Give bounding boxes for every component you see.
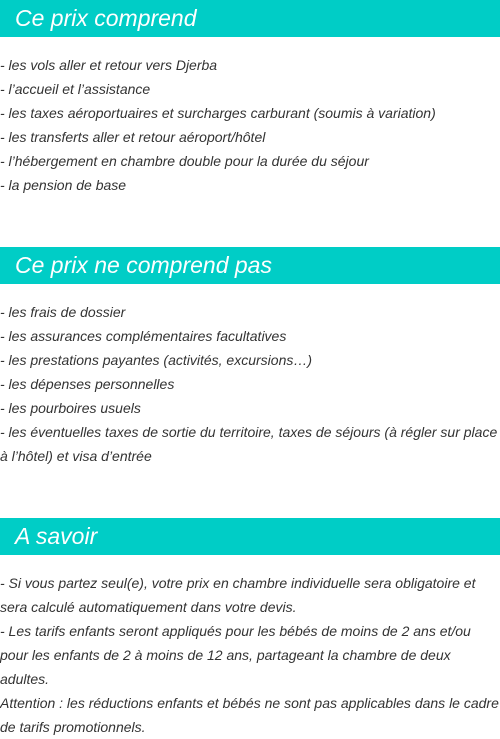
list-item: - les vols aller et retour vers Djerba bbox=[0, 57, 218, 73]
good-to-know-block bbox=[0, 571, 500, 739]
list-item: - l’hébergement en chambre double pour la durée du séjour bbox=[0, 153, 369, 169]
list-item: - l’accueil et l’assistance bbox=[0, 81, 151, 97]
list-item: - les prestations payantes (activités, excursions…) bbox=[0, 352, 313, 368]
list-item: - les taxes aéroportuaires et surcharges carburant (soumis à variation) bbox=[0, 105, 436, 121]
info-paragraph: - Si vous partez seul(e), votre prix en chambre individuelle sera obligatoire et sera calculé automatiquement dans votre devis. bbox=[0, 575, 476, 615]
list-item: - les frais de dossier bbox=[0, 304, 126, 320]
list-item: - la pension de base bbox=[0, 177, 127, 193]
list-item: - les éventuelles taxes de sortie du territoire, taxes de séjours (à régler sur place à l’hôtel) et visa d’entrée bbox=[0, 424, 498, 464]
list-item: - les assurances complémentaires facultatives bbox=[0, 328, 287, 344]
section-title-includes: Ce prix comprend bbox=[15, 5, 197, 31]
section-title-excludes: Ce prix ne comprend pas bbox=[15, 252, 272, 278]
list-item: - les pourboires usuels bbox=[0, 400, 141, 416]
section-header-excludes bbox=[0, 247, 500, 284]
excludes-list bbox=[0, 300, 500, 468]
section-title-good-to-know: A savoir bbox=[15, 523, 98, 549]
list-item: - les dépenses personnelles bbox=[0, 376, 175, 392]
info-paragraph: - Les tarifs enfants seront appliqués pour les bébés de moins de 2 ans et/ou pour les enfants de 2 à moins de 12 ans, partageant la chambre de deux adultes. bbox=[0, 623, 471, 687]
section-header-good-to-know bbox=[0, 518, 500, 555]
includes-list bbox=[0, 53, 500, 197]
info-paragraph: Attention : les réductions enfants et bébés ne sont pas applicables dans le cadre de tarifs promotionnels. bbox=[0, 695, 499, 735]
section-header-includes bbox=[0, 0, 500, 37]
list-item: - les transferts aller et retour aéroport/hôtel bbox=[0, 129, 266, 145]
